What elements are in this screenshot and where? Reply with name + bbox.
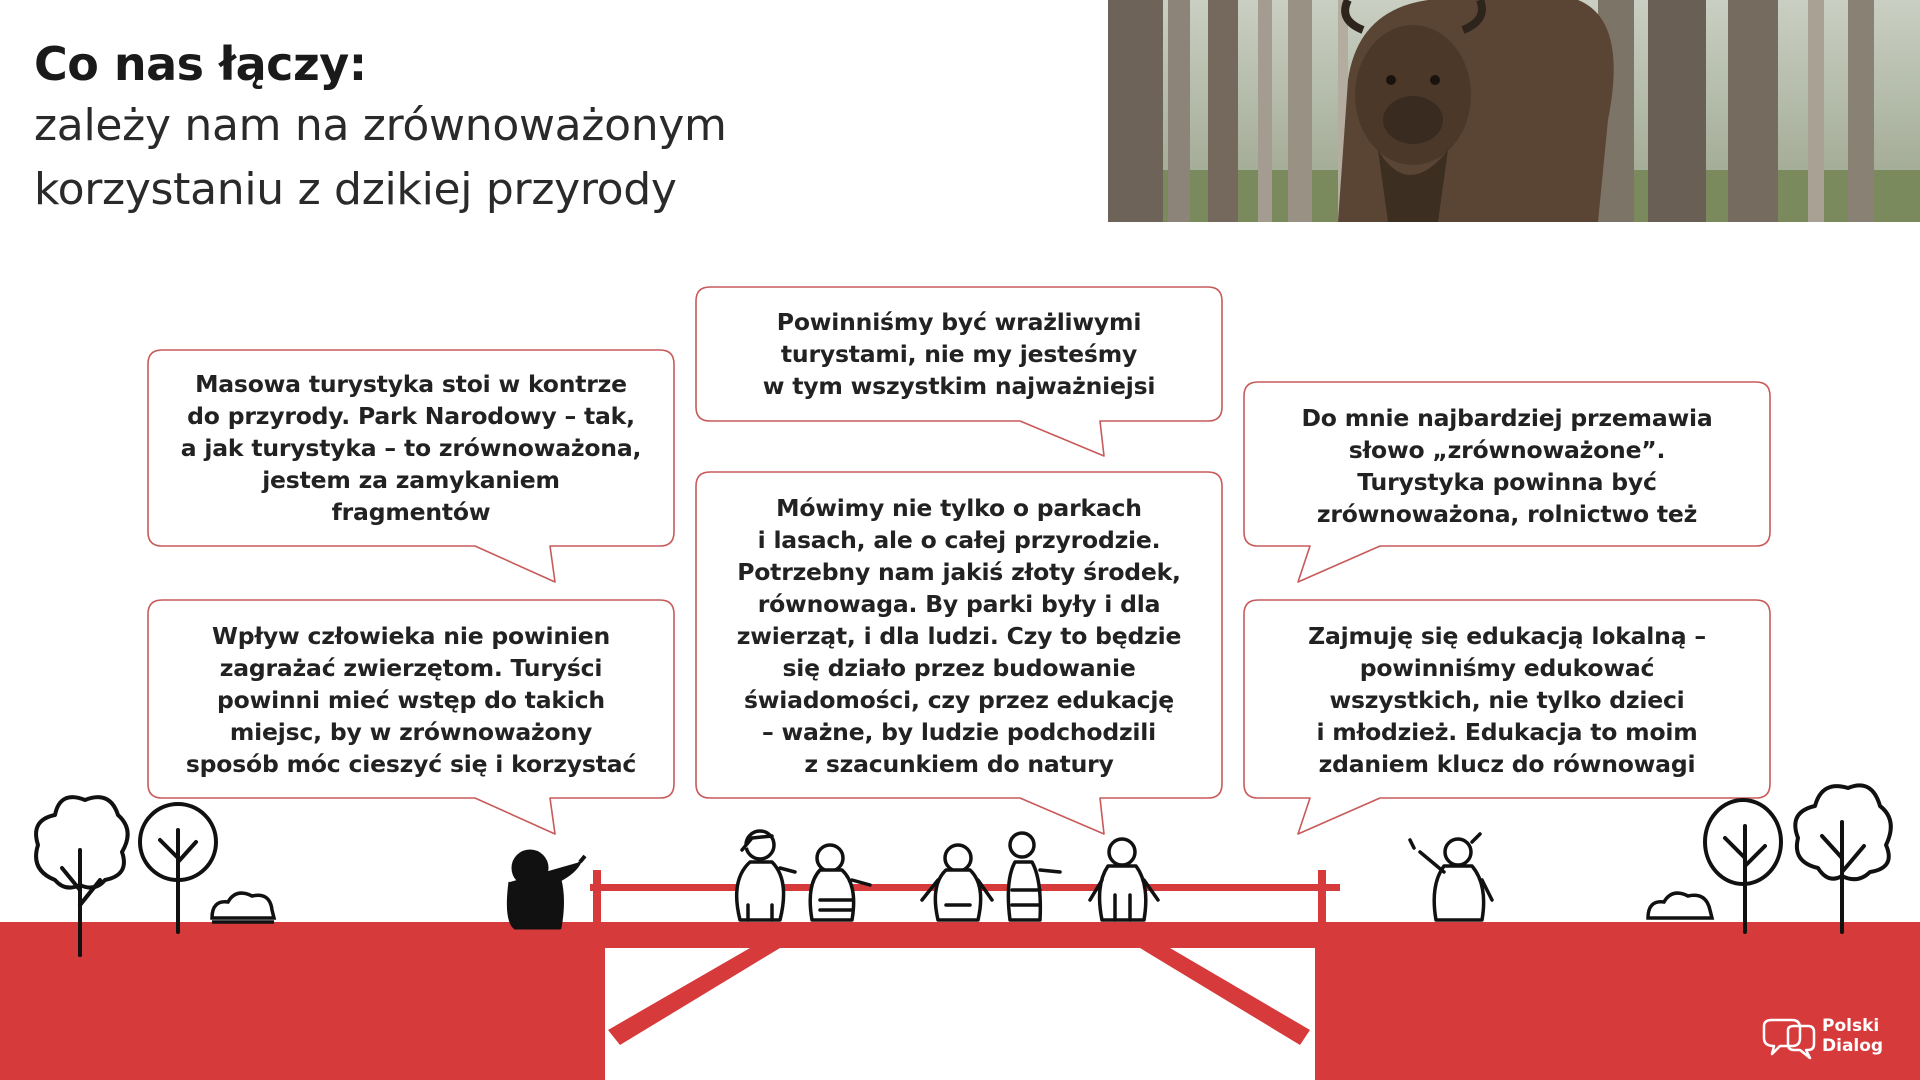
person-5 xyxy=(1090,839,1158,920)
bush-left xyxy=(212,893,274,922)
quote-q5: Do mnie najbardziej przemawia słowo „zrównoważone”. Turystyka powinna być zrównoważona, rolnictwo też xyxy=(1301,404,1713,528)
people-on-bridge xyxy=(737,831,1492,920)
quote-q2: Wpływ człowieka nie powinien zagrażać zwierzętom. Turyści powinni mieć wstęp do takich miejsc, by w zrównoważony sposób móc cieszyć się i korzystać xyxy=(185,622,637,778)
logo-line2: Dialog xyxy=(1822,1036,1884,1056)
page-subtitle-line1: zależy nam na zrównoważonym xyxy=(34,100,727,151)
page-subtitle-line2: korzystaniu z dzikiej przyrody xyxy=(34,164,677,215)
tree-left-2 xyxy=(140,804,216,932)
person-2 xyxy=(810,845,870,920)
quote-q6: Zajmuję się edukacją lokalną – powinniśmy edukować wszystkich, nie tylko dzieci i młodzież. Edukacja to moim zdaniem klucz do równowagi xyxy=(1308,622,1706,778)
person-waving xyxy=(1410,834,1492,920)
bush-right xyxy=(1648,893,1712,918)
page-title: Co nas łączy: xyxy=(34,37,367,91)
quote-q1: Masowa turystyka stoi w kontrze do przyrody. Park Narodowy – tak, a jak turystyka – to zrównoważona, jestem za zamykaniem fragmentów xyxy=(180,370,642,526)
person-1 xyxy=(737,831,795,920)
quote-q4: Mówimy nie tylko o parkach i lasach, ale o całej przyrodzie. Potrzebny nam jakiś złoty środek, równowaga. By parki były i dla zwierząt, i dla ludzi. Czy to będzie się działo przez budowanie świadomości, czy przez edukację – ważne, by ludzie podchodzili z szacunkiem do natury xyxy=(736,494,1182,778)
person-4 xyxy=(1008,833,1060,920)
logo-text xyxy=(1822,1016,1883,1056)
person-sitting xyxy=(508,851,585,928)
tree-right-1 xyxy=(1705,800,1781,932)
logo-line1: Polski xyxy=(1822,1016,1880,1036)
person-3 xyxy=(922,845,992,920)
quote-q3: Powinniśmy być wrażliwymi turystami, nie my jesteśmy w tym wszystkim najważniejsi xyxy=(762,308,1156,400)
tree-right-2 xyxy=(1795,785,1891,932)
